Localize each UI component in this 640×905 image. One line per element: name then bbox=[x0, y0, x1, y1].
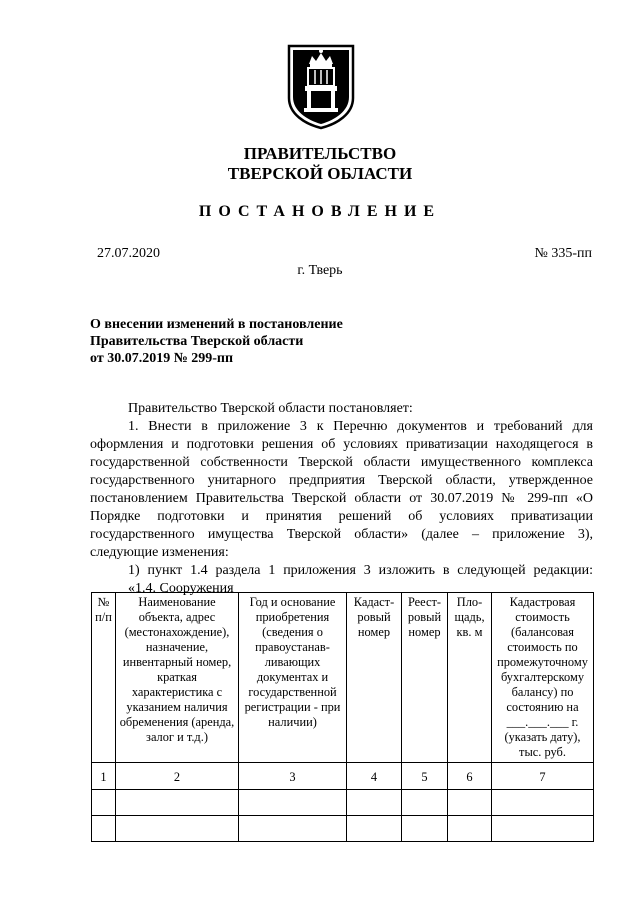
table-header-row bbox=[92, 593, 594, 763]
column-number-cell: 2 bbox=[116, 763, 239, 790]
table-cell bbox=[239, 790, 347, 816]
subject-line3: от 30.07.2019 № 299-пп bbox=[90, 351, 234, 366]
column-number-cell: 6 bbox=[448, 763, 492, 790]
table-row bbox=[92, 763, 594, 790]
org-title-line2: ТВЕРСКОЙ ОБЛАСТИ bbox=[227, 164, 413, 183]
header-cell: Реест-ровый номер bbox=[402, 593, 448, 763]
table-cell bbox=[492, 816, 594, 842]
table-cell bbox=[347, 790, 402, 816]
table-row bbox=[92, 790, 594, 816]
org-title-line1: ПРАВИТЕЛЬСТВО bbox=[243, 144, 397, 163]
intro-paragraph: Правительство Тверской области постановляет: bbox=[128, 401, 413, 416]
subject-line2: Правительства Тверской области bbox=[90, 334, 304, 349]
document-subject bbox=[90, 316, 343, 367]
document-number: № 335-пп bbox=[534, 246, 592, 261]
document-city: г. Тверь bbox=[297, 263, 343, 278]
table-cell bbox=[92, 790, 116, 816]
header-cell: Кадаст-ровый номер bbox=[347, 593, 402, 763]
header-cell: Наименование объекта, адрес (местонахождение), назначение, инвентарный номер, краткая характеристика с указанием наличия обременения (аренда, залог и т.д.) bbox=[116, 593, 239, 763]
table-cell bbox=[239, 816, 347, 842]
header-cell: № п/п bbox=[92, 593, 116, 763]
subclause-1-paragraph: 1) пункт 1.4 раздела 1 приложения 3 изложить в следующей редакции: bbox=[128, 563, 593, 578]
section-title: «1.4. Сооружения bbox=[128, 581, 234, 596]
subject-line1: О внесении изменений в постановление bbox=[90, 317, 343, 332]
structures-table bbox=[91, 592, 594, 842]
table-cell bbox=[402, 790, 448, 816]
column-number-cell: 3 bbox=[239, 763, 347, 790]
table-cell bbox=[492, 790, 594, 816]
table-cell bbox=[448, 816, 492, 842]
table-cell bbox=[347, 816, 402, 842]
header-cell: Год и основание приобретения (сведения о правоустанав-ливающих документах и государственной регистрации - при наличии) bbox=[239, 593, 347, 763]
table-row bbox=[92, 816, 594, 842]
column-number-cell: 4 bbox=[347, 763, 402, 790]
column-number-cell: 5 bbox=[402, 763, 448, 790]
header-cell: Кадастровая стоимость (балансовая стоимость по промежуточному бухгалтерскому балансу) по состоянию на ___.___.___ г. (указать дату), тыс. руб. bbox=[492, 593, 594, 763]
document-type: ПОСТАНОВЛЕНИЕ bbox=[198, 203, 442, 220]
table-cell bbox=[116, 816, 239, 842]
table-cell bbox=[92, 816, 116, 842]
clause-1-paragraph: 1. Внести в приложение 3 к Перечню документов и требований для оформления и подготовки решения об условиях приватизации находящегося в государственной собственности Тверской области имущественного комплекса государственного унитарного предприятия Тверской области, утвержденное постановлением Правительства Тверской области от 30.07.2019 № 299-пп «О Порядке подготовки и принятия решений об условиях приватизации государственного имущества Тверской области» (далее – приложение 3), следующие изменения: bbox=[90, 419, 593, 560]
column-number-cell: 1 bbox=[92, 763, 116, 790]
header-cell: Пло-щадь, кв. м bbox=[448, 593, 492, 763]
table-cell bbox=[402, 816, 448, 842]
document-date: 27.07.2020 bbox=[97, 246, 160, 261]
table-cell bbox=[116, 790, 239, 816]
coat-of-arms-icon bbox=[285, 42, 357, 130]
table-cell bbox=[448, 790, 492, 816]
document-body bbox=[90, 400, 593, 598]
column-number-cell: 7 bbox=[492, 763, 594, 790]
